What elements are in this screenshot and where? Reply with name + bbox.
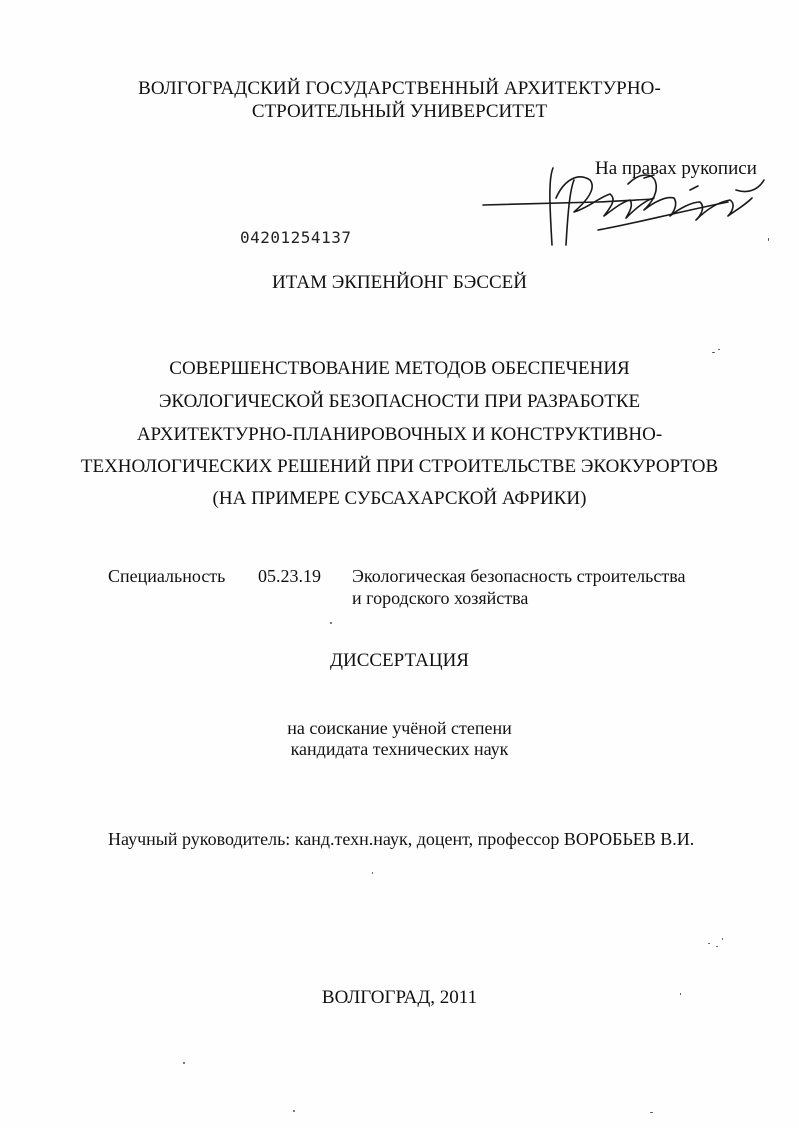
scan-speck — [768, 238, 769, 241]
scan-speck — [712, 352, 715, 353]
dissertation-title-line: (НА ПРИМЕРЕ СУБСАХАРСКОЙ АФРИКИ) — [212, 488, 587, 509]
rights-note: На правах рукописи — [595, 158, 757, 179]
specialty-label: Специальность — [108, 566, 226, 586]
scan-speck — [183, 1062, 185, 1064]
dissertation-title-line: ТЕХНОЛОГИЧЕСКИХ РЕШЕНИЙ ПРИ СТРОИТЕЛЬСТВЕ ЭКОКУРОРТОВ — [80, 456, 719, 477]
scan-speck — [293, 1110, 295, 1112]
degree-line-2: кандидата технических наук — [290, 739, 509, 759]
scan-speck — [722, 938, 723, 940]
dissertation-title-line: ЭКОЛОГИЧЕСКОЙ БЕЗОПАСНОСТИ ПРИ РАЗРАБОТКЕ — [158, 391, 641, 412]
specialty-name-line-1: Экологическая безопасность строительства — [352, 566, 686, 586]
handwritten-signature — [478, 150, 768, 270]
dissertation-title-line: СОВЕРШЕНСТВОВАНИЕ МЕТОДОВ ОБЕСПЕЧЕНИЯ — [169, 358, 630, 379]
scan-speck — [718, 349, 720, 350]
scan-speck — [372, 872, 373, 874]
degree-line-1: на соискание учёной степени — [287, 718, 512, 738]
author-name: ИТАМ ЭКПЕНЙОНГ БЭССЕЙ — [271, 272, 528, 293]
inventory-number: 04201254137 — [240, 228, 352, 247]
dissertation-title-line: АРХИТЕКТУРНО-ПЛАНИРОВОЧНЫХ И КОНСТРУКТИВНО- — [136, 424, 663, 445]
specialty-code: 05.23.19 — [258, 566, 321, 586]
scan-speck — [650, 1112, 653, 1113]
city-and-year: ВОЛГОГРАД, 2011 — [321, 987, 478, 1008]
scan-speck — [708, 943, 710, 944]
scientific-supervisor: Научный руководитель: канд.техн.наук, доцент, профессор ВОРОБЬЕВ В.И. — [108, 829, 695, 849]
document-type: ДИССЕРТАЦИЯ — [330, 650, 469, 671]
scan-speck — [330, 622, 332, 624]
university-name-line-2: СТРОИТЕЛЬНЫЙ УНИВЕРСИТЕТ — [251, 101, 548, 122]
university-name-line-1: ВОЛГОГРАДСКИЙ ГОСУДАРСТВЕННЫЙ АРХИТЕКТУРНО- — [138, 78, 661, 99]
specialty-name-line-2: и городского хозяйства — [352, 588, 529, 608]
scan-speck — [680, 993, 681, 995]
scan-speck — [716, 946, 718, 947]
